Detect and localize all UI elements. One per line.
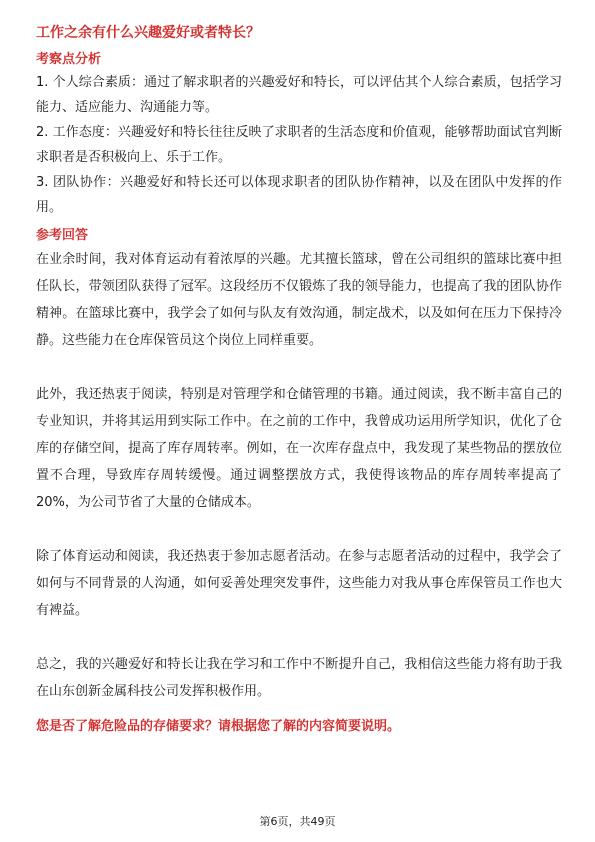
answer-paragraph: 除了体育运动和阅读，我还热衷于参加志愿者活动。在参与志愿者活动的过程中，我学会了如何与不同背景的人沟通，如何妥善处理突发事件，这些能力对我从事仓库保管员工作也大有裨益。 bbox=[36, 549, 562, 618]
next-question-title: 您是否了解危险品的存储要求？请根据您了解的内容简要说明。 bbox=[36, 719, 401, 734]
answer-paragraph: 总之，我的兴趣爱好和特长让我在学习和工作中不断提升自己，我相信这些能力将有助于我在山东创新金属科技公司发挥积极作用。 bbox=[36, 657, 562, 699]
analysis-item: 1. 个人综合素质：通过了解求职者的兴趣爱好和特长，可以评估其个人综合素质，包括学习能力、适应能力、沟通能力等。 bbox=[36, 75, 562, 115]
page-number: 第6页，共49页 bbox=[259, 815, 336, 828]
document-page bbox=[36, 22, 562, 737]
answer-paragraph: 此外，我还热衷于阅读，特别是对管理学和仓储管理的书籍。通过阅读，我不断丰富自己的专业知识，并将其运用到实际工作中。在之前的工作中，我曾成功运用所学知识，优化了仓库的存储空间，提高了库存周转率。例如，在一次库存盘点中，我发现了某些物品的摆放位置不合理，导致库存周转缓慢。通过调整摆放方式，我使得该物品的库存周转率提高了20%，为公司节省了大量的仓储成本。 bbox=[36, 387, 562, 510]
analysis-item: 2. 工作态度：兴趣爱好和特长往往反映了求职者的生活态度和价值观，能够帮助面试官判断求职者是否积极向上、乐于工作。 bbox=[36, 125, 562, 165]
question-title: 工作之余有什么兴趣爱好或者特长？ bbox=[36, 25, 260, 41]
answer-heading: 参考回答 bbox=[36, 228, 89, 243]
analysis-list bbox=[36, 70, 562, 220]
analysis-heading: 考察点分析 bbox=[36, 52, 102, 67]
answer-paragraph: 在业余时间，我对体育运动有着浓厚的兴趣。尤其擅长篮球，曾在公司组织的篮球比赛中担任队长，带领团队获得了冠军。这段经历不仅锻炼了我的领导能力，也提高了我的团队协作精神。在篮球比赛中，我学会了如何与队友有效沟通，制定战术，以及如何在压力下保持冷静。这些能力在仓库保管员这个岗位上同样重要。 bbox=[36, 252, 562, 348]
analysis-item: 3. 团队协作：兴趣爱好和特长还可以体现求职者的团队协作精神，以及在团队中发挥的作用。 bbox=[36, 175, 562, 215]
answer-body bbox=[36, 246, 562, 705]
